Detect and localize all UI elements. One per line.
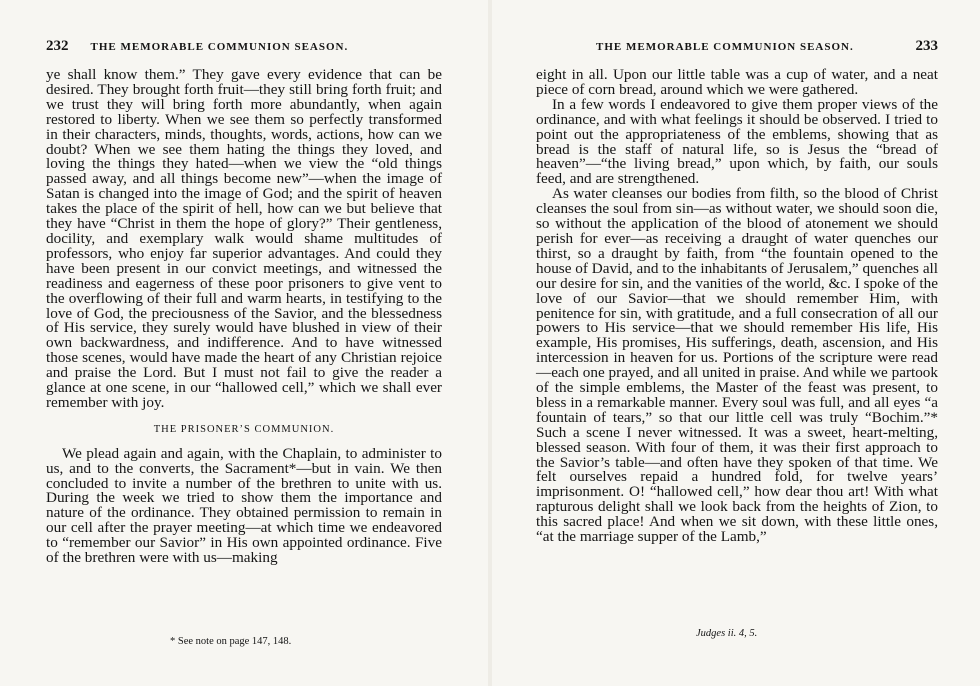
book-gutter	[488, 0, 492, 686]
paragraph: As water cleanses our bodies from filth, so the blood of Christ cleanses the soul from sin—as without water, we should soon die, so without the application of the blood of atonement we should perish for ever—as receiving a draught of water quenches our thirst, so a draught by faith, from “the fountain opened to the house of David, and to the inhabitants of Jerusalem,” quenches all our desire for sin, and the vanities of the world, &c. I spoke of the love of our Savior—that we should remember Him, with penitence for sin, with gratitude, and a full consecration of all our powers to His service—that we should remember His life, His example, His promises, His sufferings, death, ascension, and His intercession in heaven for us. Portions of the scripture were read—each one prayed, and all united in praise. And while we partook of the simple emblems, the Master of the feast was present, to bless in a remarkable manner. Every soul was full, and all eyes “a fountain of tears,” so that our little cell was truly “Bochim.”* Such a scene I never witnessed. It was a sweet, heart-melting, blessed season. With four of them, it was their first approach to the Savior’s table—and often have they spoken of that time. We felt ourselves repaid a hundred fold, for twelve years’ imprisonment. O! “hallowed cell,” how dear thou art! With what rapturous delight shall we look back from the heights of Zion, to this sacred place! And when we sit down, with these little ones, “at the marriage supper of the Lamb,”	[536, 185, 938, 546]
page-number: 233	[915, 38, 938, 54]
footnote-text: Judges ii. 4, 5.	[696, 628, 758, 639]
left-page-header	[46, 38, 442, 60]
paragraph: In a few words I endeavored to give them proper views of the ordinance, and with what feelings it should be observed. I tried to point out the appropriateness of the emblems, showing that as bread is the staff of natural life, so is Jesus the “bread of heaven”—“the living bread,” upon which, by faith, our souls feed, and are strengthened.	[536, 95, 938, 188]
section-title: THE PRISONER’S COMMUNION.	[153, 423, 335, 435]
paragraph: eight in all. Upon our little table was a cup of water, and a neat piece of corn bread, around which we were gathered.	[536, 66, 938, 98]
page-number: 232	[46, 38, 69, 54]
running-head: THE MEMORABLE COMMUNION SEASON.	[596, 41, 854, 53]
right-page	[536, 38, 938, 639]
paragraph: ye shall know them.” They gave every evidence that can be desired. They brought forth fruit—they still bring forth fruit; and we trust they will bring forth more abundantly, when again restored to liberty. When we see them so perfectly transformed in their characters, minds, thoughts, words, actions, how can we doubt? When we see them hating the things they loved, and loving the things they hated—when we view the “old things passed away, and all things become new”—when the image of Satan is changed into the image of God; and the spirit of heaven takes the place of the spirit of hell, how can we but believe that they have “Christ in them the hope of glory?” Their gentleness, docility, and exemplary walk would shame multitudes of professors, who enjoy far superior advantages. And could they have been present in our convict meetings, and witnessed the readiness and eagerness of these poor prisoners to give vent to the overflowing of their full and warm hearts, in testifying to the love of God, the preciousness of the Savior, and the blessedness of His service, they surely would have blushed in view of their own backwardness, and indifference. And to have witnessed those scenes, would have made the heart of any Christian rejoice and praise the Lord. But I must not fail to give the reader a glance at one scene, in our “hallowed cell,” which we shall ever remember with joy.	[46, 66, 442, 411]
left-page	[46, 38, 442, 647]
footnote: * See note on page 147, 148.	[170, 636, 292, 647]
right-page-header	[536, 38, 938, 60]
footnote	[696, 628, 757, 639]
right-page-body	[536, 68, 938, 545]
paragraph: We plead again and again, with the Chaplain, to administer to us, and to the converts, the Sacrament*—but in vain. We then concluded to invite a number of the brethren to unite with us. During the week we tried to show them the importance and nature of the ordinance. They obtained permission to remain in our cell after the prayer meeting—at which time we endeavored to “remember our Savior” in His own appointed ordinance. Five of the brethren were with us—making	[46, 444, 442, 567]
running-head: THE MEMORABLE COMMUNION SEASON.	[90, 41, 349, 53]
left-page-body	[46, 68, 442, 566]
